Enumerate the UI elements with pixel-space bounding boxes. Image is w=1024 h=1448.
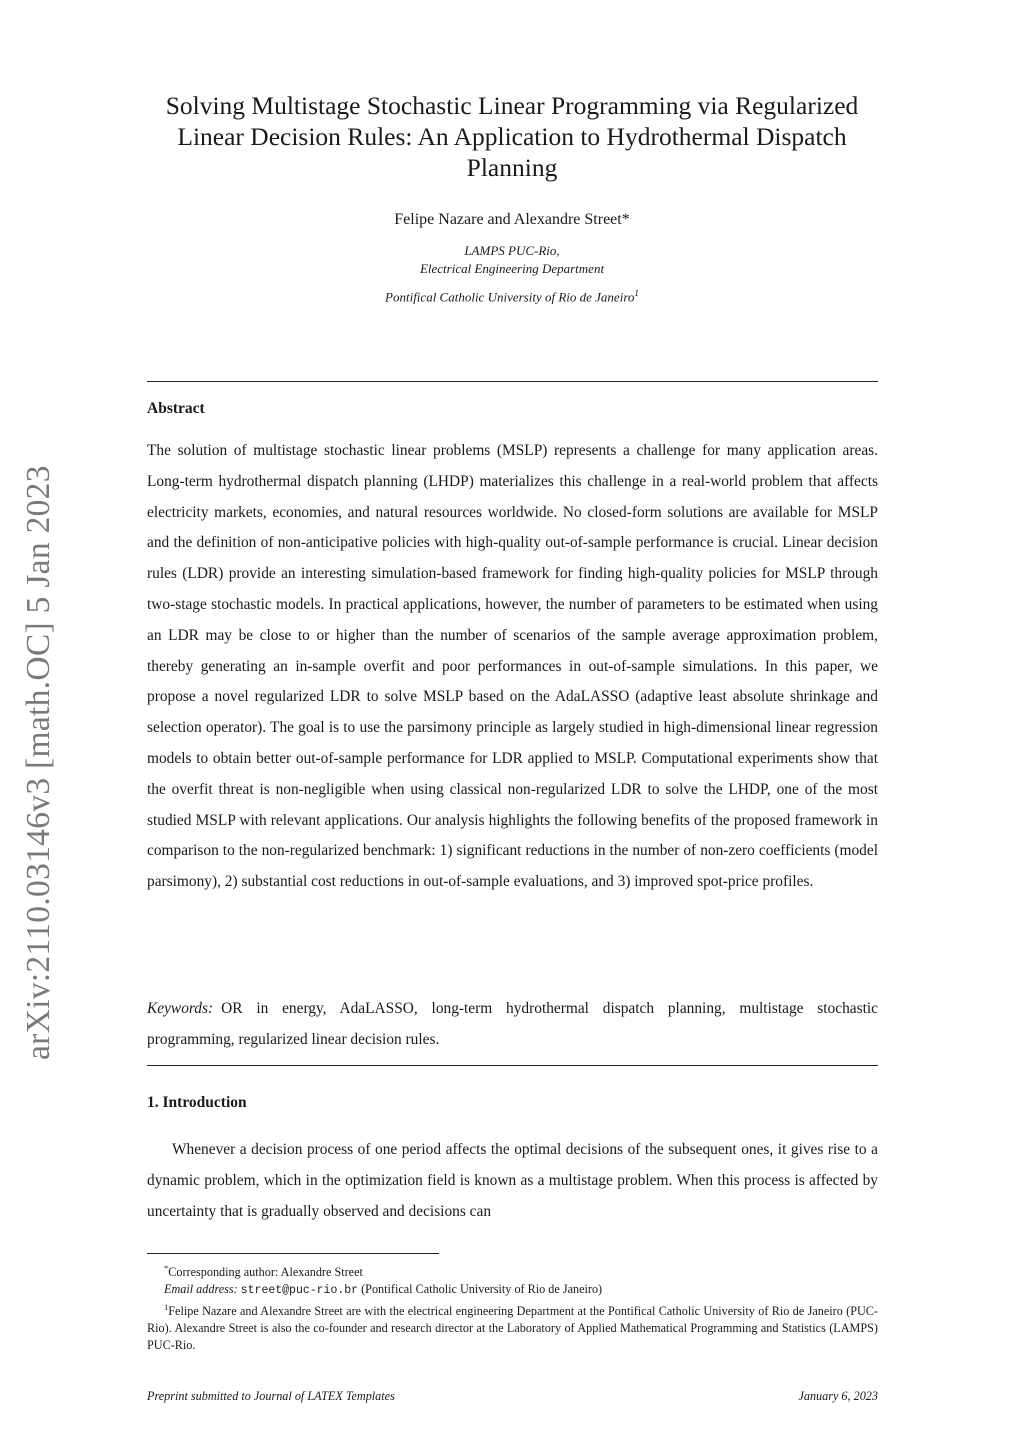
footnote-1-mark: 1	[164, 1302, 169, 1313]
abstract-top-rule	[147, 381, 878, 382]
abstract-bottom-rule	[147, 1065, 878, 1066]
footnote-email-affiliation: (Pontifical Catholic University of Rio de Janeiro)	[361, 1281, 603, 1296]
footnote-1-text: Felipe Nazare and Alexandre Street are with the electrical engineering Department at the Pontifical Catholic University of Rio de Janeiro (PUC-Rio). Alexandre Street is also the co-founder and research director at the Laboratory of Applied Mathematical Programming and Statistics (LAMPS) PUC-Rio.	[147, 1304, 878, 1352]
keywords-label: Keywords:	[147, 1000, 214, 1017]
section-heading-introduction: 1. Introduction	[147, 1094, 247, 1111]
affiliation-footnote-mark: 1	[634, 288, 639, 298]
affiliation-department: Electrical Engineering Department	[419, 261, 605, 276]
footnote-corresponding	[147, 1260, 878, 1281]
author-list: Felipe Nazare and Alexandre Street*	[394, 211, 630, 228]
abstract-text: The solution of multistage stochastic linear problems (MSLP) represents a challenge for many application areas. Long-term hydrothermal dispatch planning (LHDP) materializes this challenge in a real-world problem that affects electricity markets, economies, and natural resources worldwide. No closed-form solutions are available for MSLP and the definition of non-anticipative policies with high-quality out-of-sample performance is crucial. Linear decision rules (LDR) provide an interesting simulation-based framework for finding high-quality policies for MSLP through two-stage stochastic models. In practical applications, however, the number of parameters to be estimated when using an LDR may be close to or higher than the number of scenarios of the sample average approximation problem, thereby generating an in-sample overfit and poor performances in out-of-sample simulations. In this paper, we propose a novel regularized LDR to solve MSLP based on the AdaLASSO (adaptive least absolute shrinkage and selection operator). The goal is to use the parsimony principle as largely studied in high-dimensional linear regression models to obtain better out-of-sample performance for LDR applied to MSLP. Computational experiments show that the overfit threat is non-negligible when using classical non-regularized LDR to solve the LHDP, one of the most studied MSLP with relevant applications. Our analysis highlights the following benefits of the proposed framework in comparison to the non-regularized benchmark: 1) significant reductions in the number of non-zero coefficients (model parsimony), 2) substantial cost reductions in out-of-sample evaluations, and 3) improved spot-price profiles.	[147, 442, 878, 891]
footer-journal: Preprint submitted to Journal of LATEX Templates	[147, 1389, 395, 1403]
footer-date: January 6, 2023	[798, 1389, 878, 1403]
author-email-link[interactable]: street@puc-rio.br	[240, 1283, 359, 1297]
footnote-email	[147, 1281, 878, 1300]
page-footer	[147, 1389, 878, 1404]
affiliation-university-line	[140, 288, 884, 305]
footnote-email-label: Email address:	[164, 1281, 238, 1296]
footnote-corresponding-mark: *	[164, 1263, 169, 1273]
keywords-text: OR in energy, AdaLASSO, long-term hydrothermal dispatch planning, multistage stochastic programming, regularized linear decision rules.	[147, 1000, 878, 1048]
footnote-1	[147, 1299, 878, 1353]
footnote-corresponding-text: Corresponding author: Alexandre Street	[168, 1265, 363, 1280]
abstract-heading: Abstract	[147, 400, 205, 417]
affiliation-lab-block	[140, 242, 884, 278]
affiliation-lab: LAMPS PUC-Rio,	[464, 243, 560, 258]
footnotes	[147, 1260, 878, 1353]
arxiv-identifier-stamp: arXiv:2110.03146v3 [math.OC] 5 Jan 2023	[20, 465, 57, 1060]
keywords-line	[147, 994, 878, 1056]
introduction-paragraph: Whenever a decision process of one period affects the optimal decisions of the subsequent ones, it gives rise to a dynamic problem, which in the optimization field is known as a multistage problem. When this process is affected by uncertainty that is gradually observed and decisions can	[147, 1141, 878, 1220]
footnote-rule	[147, 1253, 439, 1254]
affiliation-university: Pontifical Catholic University of Rio de Janeiro	[385, 289, 635, 305]
paper-title: Solving Multistage Stochastic Linear Programming via Regularized Linear Decision Rules: An Application to Hydrothermal Dispatch Planning	[165, 91, 859, 182]
